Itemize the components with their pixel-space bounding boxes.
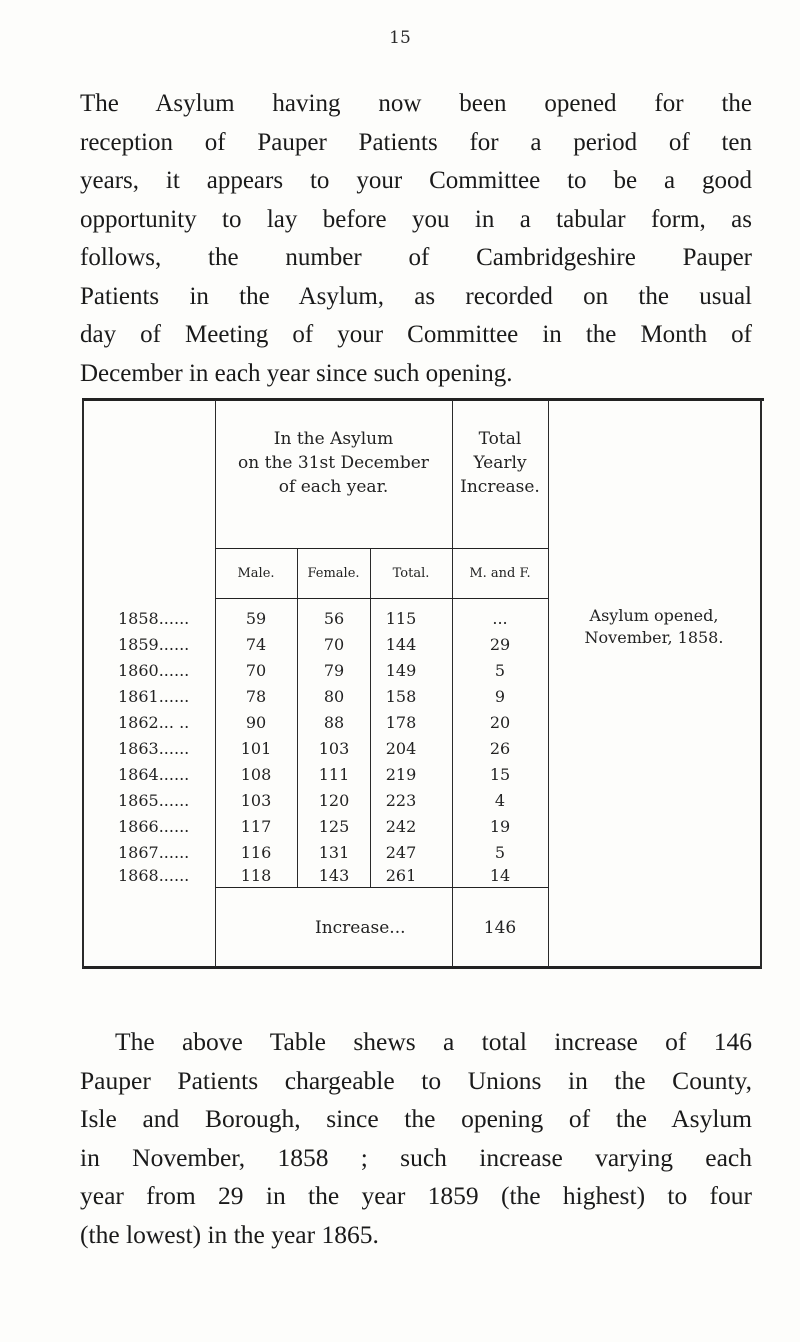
total-cell: 144 <box>385 635 417 654</box>
increase-cell: 5 <box>494 661 506 680</box>
total-cell: 223 <box>385 791 417 810</box>
total-cell: 158 <box>385 687 417 706</box>
male-cell: 90 <box>245 713 267 732</box>
female-cell: 79 <box>323 661 345 680</box>
asylum-header-line: of each year. <box>278 477 389 497</box>
total-cell: 115 <box>385 609 417 628</box>
total-column-header: Total. <box>392 566 430 581</box>
total-cell: 247 <box>385 843 417 862</box>
increase-cell: 4 <box>494 791 506 810</box>
intro-line: follows, the number of Cambridgeshire Pauper <box>80 244 752 271</box>
increase-total: 146 <box>483 918 517 938</box>
male-cell: 117 <box>240 817 272 836</box>
mf-column-header: M. and F. <box>469 566 531 581</box>
female-cell: 125 <box>318 817 350 836</box>
table-right-border <box>760 400 762 968</box>
increase-cell: 26 <box>489 739 511 758</box>
male-cell: 70 <box>245 661 267 680</box>
opening-note <box>548 605 760 649</box>
increase-rule <box>215 887 548 888</box>
year-cell: 1860...... <box>118 661 190 680</box>
closing-line: (the lowest) in the year 1865. <box>80 1219 379 1249</box>
year-cell: 1859...... <box>118 635 190 654</box>
col-divider <box>548 400 549 967</box>
opening-note-line: November, 1858. <box>584 628 724 647</box>
closing-paragraph <box>80 1023 752 1254</box>
closing-line: in November, 1858 ; such increase varying each <box>80 1142 752 1172</box>
female-cell: 103 <box>318 739 350 758</box>
increase-header-line: Total <box>478 429 522 449</box>
col-divider <box>297 548 298 888</box>
female-cell: 131 <box>318 843 350 862</box>
increase-cell: ... <box>492 609 508 628</box>
female-cell: 88 <box>323 713 345 732</box>
closing-line: year from 29 in the year 1859 (the highest) to four <box>80 1181 752 1210</box>
increase-cell: 19 <box>489 817 511 836</box>
increase-cell: 15 <box>489 765 511 784</box>
total-cell: 149 <box>385 661 417 680</box>
year-cell: 1863...... <box>118 739 190 758</box>
intro-line: day of Meeting of your Committee in the Month of <box>80 321 752 348</box>
male-cell: 108 <box>240 765 272 784</box>
year-cell: 1865...... <box>118 791 190 810</box>
asylum-header-line: In the Asylum <box>273 429 394 449</box>
asylum-header-line: on the 31st December <box>238 453 429 473</box>
year-cell: 1861...... <box>118 687 190 706</box>
increase-cell: 14 <box>489 866 511 885</box>
female-column-header: Female. <box>307 566 360 581</box>
year-cell: 1868...... <box>118 866 190 885</box>
increase-header-line: Increase. <box>460 477 540 497</box>
increase-cell: 20 <box>489 713 511 732</box>
table-top-rule <box>82 398 764 401</box>
closing-line: Pauper Patients chargeable to Unions in the County, <box>80 1065 752 1095</box>
increase-cell: 5 <box>494 843 506 862</box>
header-rule <box>215 548 452 549</box>
total-cell: 261 <box>385 866 417 885</box>
year-cell: 1867...... <box>118 843 190 862</box>
intro-line: reception of Pauper Patients for a period of ten <box>80 128 752 156</box>
total-cell: 219 <box>385 765 417 784</box>
male-cell: 116 <box>240 843 272 862</box>
female-cell: 80 <box>323 687 345 706</box>
male-cell: 59 <box>245 609 267 628</box>
increase-cell: 29 <box>489 635 511 654</box>
male-cell: 101 <box>240 739 272 758</box>
year-cell: 1858...... <box>118 609 190 628</box>
intro-line: opportunity to lay before you in a tabular form, as <box>80 205 752 233</box>
subheader-rule <box>215 598 548 599</box>
total-cell: 204 <box>385 739 417 758</box>
male-cell: 78 <box>245 687 267 706</box>
intro-paragraph <box>80 85 752 393</box>
female-cell: 111 <box>318 765 350 784</box>
increase-header-line: Yearly <box>473 453 527 473</box>
male-column-header: Male. <box>237 566 275 581</box>
female-cell: 70 <box>323 635 345 654</box>
male-cell: 74 <box>245 635 267 654</box>
increase-cell: 9 <box>494 687 506 706</box>
closing-line: Isle and Borough, since the opening of the Asylum <box>80 1104 752 1133</box>
total-cell: 178 <box>385 713 417 732</box>
increase-label: Increase... <box>315 918 406 938</box>
increase-header <box>452 427 548 499</box>
male-cell: 118 <box>240 866 272 885</box>
table-left-border <box>82 400 84 968</box>
table-bottom-rule <box>82 966 762 969</box>
intro-line: Patients in the Asylum, as recorded on the usual <box>80 282 752 310</box>
opening-note-line: Asylum opened, <box>589 606 719 625</box>
intro-line: years, it appears to your Committee to be a good <box>80 167 752 194</box>
closing-line: The above Table shews a total increase of 146 <box>115 1027 752 1056</box>
year-cell: 1866...... <box>118 817 190 836</box>
year-cell: 1864...... <box>118 765 190 784</box>
intro-line: December in each year since such opening. <box>80 359 513 387</box>
female-cell: 143 <box>318 866 350 885</box>
page-number: 15 <box>389 28 411 48</box>
male-cell: 103 <box>240 791 272 810</box>
year-cell: 1862... .. <box>118 713 190 732</box>
header-rule <box>452 548 548 549</box>
female-cell: 120 <box>318 791 350 810</box>
intro-line: The Asylum having now been opened for the <box>80 90 752 117</box>
female-cell: 56 <box>323 609 345 628</box>
asylum-header <box>215 427 452 499</box>
total-cell: 242 <box>385 817 417 836</box>
